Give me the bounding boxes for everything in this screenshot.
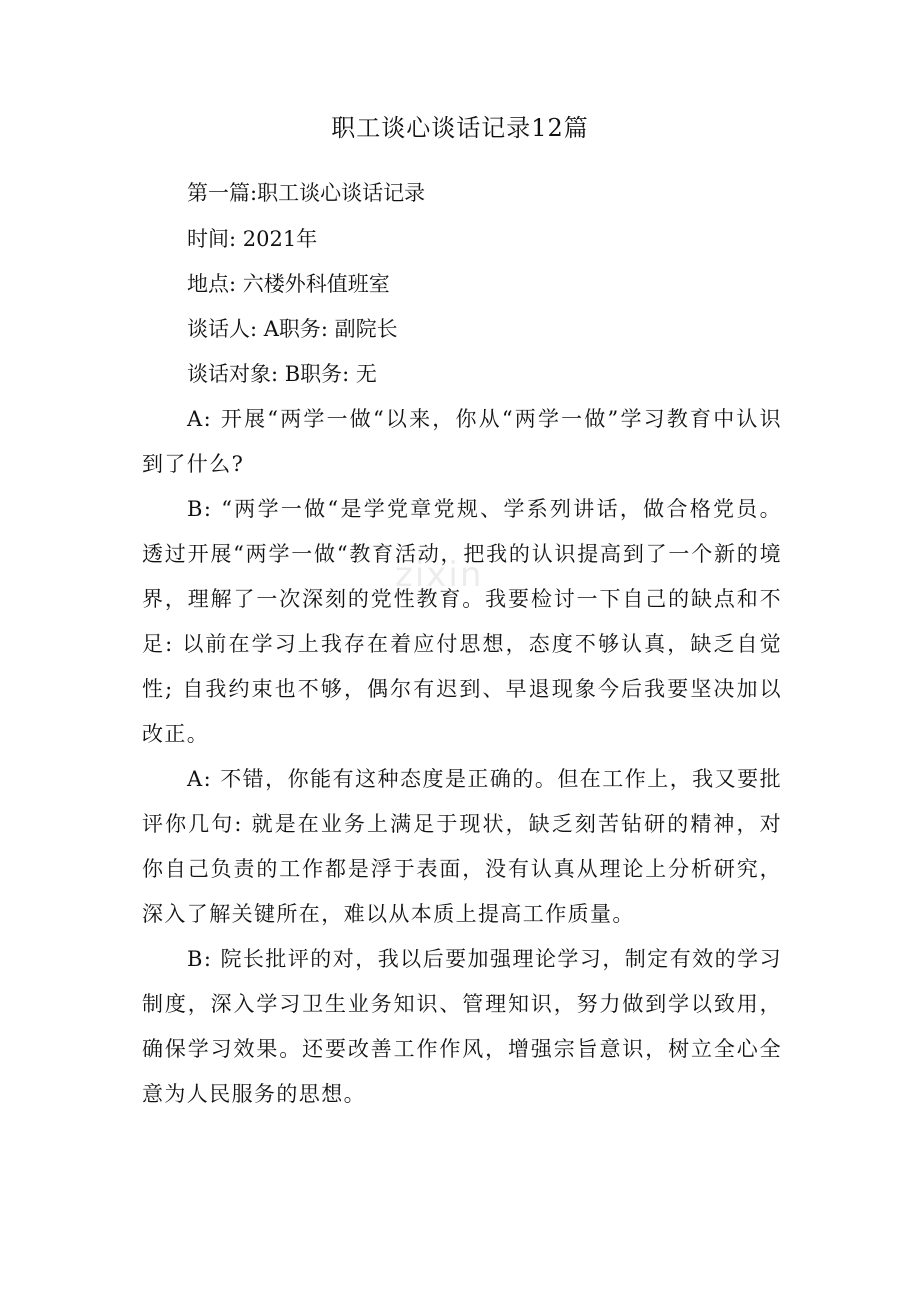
dialogue-paragraph-3: A: 不错，你能有这种态度是正确的。但在工作上，我又要批评你几句: 就是在业务上满足于现状，缺乏刻苦钻研的精神，对你自己负责的工作都是浮于表面，没有认真从理论上分析研究，深入了解关键所在，难以从本质上提高工作质量。 xyxy=(142,767,782,926)
location-line: 地点: 六楼外科值班室 xyxy=(187,272,390,296)
dialogue-paragraph-4: B: 院长批评的对，我以后要加强理论学习，制定有效的学习制度，深入学习卫生业务知识、管理知识，努力做到学以致用，确保学习效果。还要改善工作作风，增强宗旨意识，树立全心全意为人民服务的思想。 xyxy=(142,947,782,1106)
speaker-line: 谈话人: A职务: 副院长 xyxy=(187,317,398,341)
dialogue-paragraph-2: B: “两学一做“是学党章党规、学系列讲话，做合格党员。透过开展“两学一做“教育活动，把我的认识提高到了一个新的境界，理解了一次深刻的党性教育。我要检讨一下自己的缺点和不足: 以前在学习上我存在着应付思想，态度不够认真，缺乏自觉性; 自我约束也不够，偶尔有迟到、早退现象今后我要坚决加以改正。 xyxy=(142,497,782,746)
section-title: 第一篇:职工谈心谈话记录 xyxy=(187,181,426,205)
time-line: 时间: 2021年 xyxy=(187,227,318,251)
watermark: zixin xyxy=(395,555,484,595)
document-title: 职工谈心谈话记录12篇 xyxy=(331,114,589,142)
dialogue-paragraph-1: A: 开展“两学一做“以来，你从“两学一做”学习教育中认识到了什么? xyxy=(142,407,782,476)
target-line: 谈话对象: B职务: 无 xyxy=(187,362,377,386)
